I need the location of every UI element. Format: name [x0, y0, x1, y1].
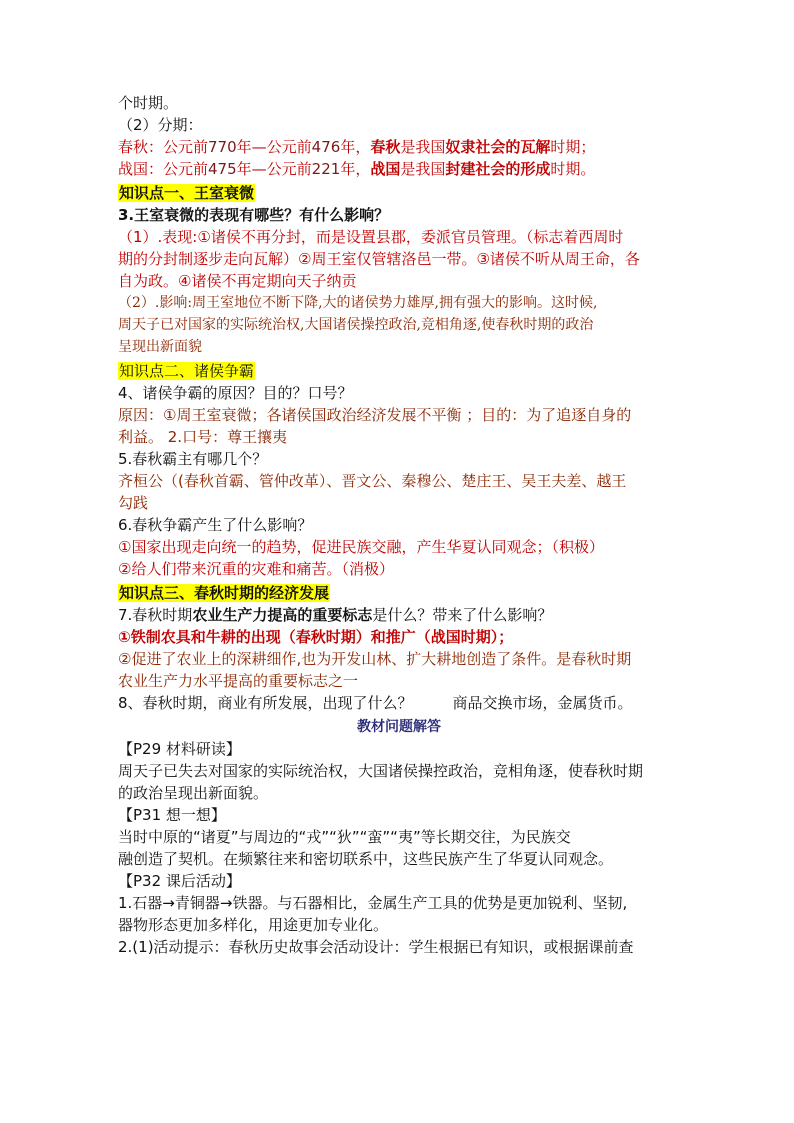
knowledge-point-2-heading: 知识点二、诸侯争霸 — [119, 362, 255, 380]
answer-5-line: 勾践 — [118, 494, 149, 512]
warring-states-period-line: 战国：公元前475年—公元前221年，战国是我国封建社会的形成时期。 — [118, 160, 596, 178]
answer-6-line: ①国家出现走向统一的趋势，促进民族交融，产生华夏认同观念；（积极） — [118, 538, 604, 556]
p32-text-line: 2.(1)活动提示：春秋历史故事会活动设计：学生根据已有知识，或根据课前查 — [118, 938, 634, 956]
text-line: 个时期。 — [118, 94, 179, 112]
answer-3-line: （1）.表现:①诸侯不再分封，而是设置县郡，委派官员管理。（标志着西周时 — [118, 228, 624, 246]
answer-7-line: ②促进了农业上的深耕细作,也为开发山林、扩大耕地创造了条件。是春秋时期 — [118, 650, 632, 668]
p31-text-line: 当时中原的“诸夏”与周边的“戎”“狄”“蛮”“夷”等长期交往，为民族交 — [118, 828, 571, 846]
answer-3-influence-line: （2）.影响:周王室地位不断下降,大的诸侯势力雄厚,拥有强大的影响。这时候, — [118, 295, 598, 311]
answer-6-line: ②给人们带来沉重的灾难和痛苦。（消极） — [118, 560, 394, 578]
p29-text-line: 的政治呈现出新面貌。 — [118, 784, 269, 802]
p31-text-line: 融创造了契机。在频繁往来和密切联系中，这些民族产生了华夏认同观念。 — [118, 850, 614, 868]
p32-text-line: 器物形态更加多样化，用途更加专业化。 — [118, 916, 389, 934]
spring-autumn-period-line: 春秋：公元前770年—公元前476年，春秋是我国奴隶社会的瓦解时期； — [118, 138, 596, 156]
answer-5-line: 齐桓公（(春秋首霸、管仲改革）、晋文公、秦穆公、楚庄王、吴王夫差、越王 — [118, 472, 627, 490]
answer-7-line: ①铁制农具和牛耕的出现（春秋时期）和推广（战国时期）； — [118, 628, 514, 646]
p32-section-heading: 【P32 课后活动】 — [118, 872, 241, 890]
question-7: 7.春秋时期农业生产力提高的重要标志是什么？带来了什么影响？ — [118, 606, 553, 624]
answer-7-line: 农业生产力水平提高的重要标志之一 — [118, 672, 359, 690]
p31-section-heading: 【P31 想一想】 — [118, 806, 226, 824]
answer-3-line: 期的分封制逐步走向瓦解）②周王室仅管辖洛邑一带。③诸侯不听从周王命，各 — [118, 250, 640, 268]
p32-text-line: 1.石器→青铜器→铁器。与石器相比，金属生产工具的优势是更加锐利、坚韧, — [118, 894, 628, 912]
answer-3-line: 自为政。④诸侯不再定期向天子纳贡 — [118, 272, 357, 290]
question-6: 6.春秋争霸产生了什么影响？ — [118, 516, 313, 534]
p29-section-heading: 【P29 材料研读】 — [118, 740, 241, 758]
question-8: 8、春秋时期，商业有所发展，出现了什么？ 商品交换市场，金属货币。 — [118, 694, 633, 712]
question-3: 3.王室衰微的表现有哪些？有什么影响？ — [118, 206, 390, 224]
period-division-label: （2）分期： — [118, 116, 203, 134]
knowledge-point-3-heading: 知识点三、春秋时期的经济发展 — [119, 584, 330, 602]
textbook-answers-title: 教材问题解答 — [357, 719, 441, 735]
question-5: 5.春秋霸主有哪几个？ — [118, 450, 268, 468]
answer-4-line: 原因：①周王室衰微；各诸侯国政治经济发展不平衡 ；目的：为了追逐自身的 — [118, 406, 632, 424]
answer-3-influence-line: 呈现出新面貌 — [118, 339, 202, 355]
knowledge-point-1-heading: 知识点一、王室衰微 — [119, 184, 255, 202]
p29-text-line: 周天子已失去对国家的实际统治权，大国诸侯操控政治，竞相角逐，使春秋时期 — [118, 762, 644, 780]
question-4: 4、诸侯争霸的原因？目的？口号？ — [118, 384, 353, 402]
answer-4-line: 利益。 2.口号：尊王攘夷 — [118, 428, 288, 446]
answer-3-influence-line: 周天子已对国家的实际统治权,大国诸侯操控政治,竞相角逐,使春秋时期的政治 — [118, 317, 594, 333]
document-page — [118, 92, 680, 958]
